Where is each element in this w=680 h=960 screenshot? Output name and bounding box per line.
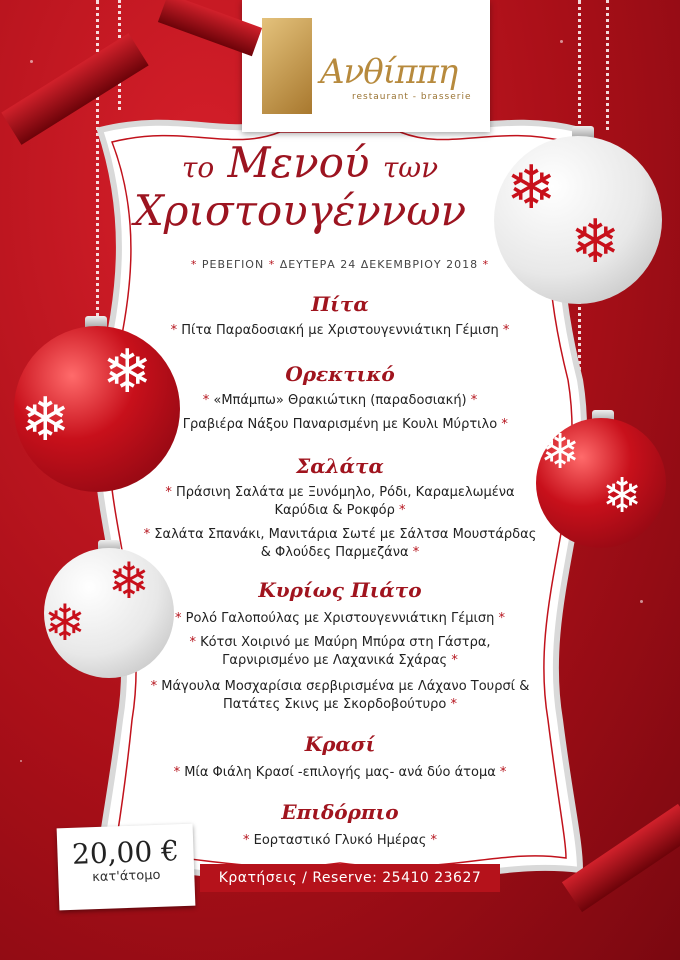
section-title-salad: Σαλάτα <box>296 454 384 478</box>
star-icon: * <box>470 393 478 408</box>
star-icon: * <box>173 765 181 780</box>
title-line-1 <box>100 138 520 187</box>
title-genitive: των <box>382 151 439 184</box>
sparkle <box>20 760 22 762</box>
star-icon: * <box>242 833 250 848</box>
menu-item-text: Μία Φιάλη Κρασί -επιλογής μας- ανά δύο άτομα <box>184 765 496 780</box>
price-box <box>57 824 196 911</box>
section-title-appetizer: Ορεκτικό <box>285 362 395 386</box>
star-icon: * <box>430 833 438 848</box>
menu-item-text: Καρύδια & Ροκφόρ <box>274 503 395 518</box>
section-title-main-course: Κυρίως Πιάτο <box>258 578 422 602</box>
event-line <box>110 258 570 271</box>
star-icon: * <box>451 653 458 668</box>
star-icon: * <box>482 258 490 271</box>
menu-item <box>0 678 680 714</box>
section-title-wine: Κρασί <box>304 732 376 756</box>
menu-item-text: Γραβιέρα Νάξου Παναρισμένη με Κουλι Μύρτιλο <box>182 417 498 432</box>
star-icon: * <box>499 765 507 780</box>
star-icon: * <box>412 545 420 560</box>
star-icon: * <box>202 393 210 408</box>
snowflake-icon: ❄ <box>540 424 581 480</box>
menu-item-text: Πράσινη Σαλάτα με Ξυνόμηλο, Ρόδι, Καραμελωμένα <box>176 485 515 500</box>
menu-item-text: Πίτα Παραδοσιακή με Χριστουγεννιάτικη Γέμιση <box>181 323 499 338</box>
logo-icon <box>262 18 312 114</box>
star-icon: * <box>501 417 508 432</box>
star-icon: * <box>450 697 458 712</box>
logo-name: Ανθίππη <box>320 52 458 92</box>
ornament-ball-white <box>44 548 174 678</box>
event-label: ΡΕΒΕΓΙΟΝ <box>201 258 265 271</box>
star-icon: * <box>189 635 196 650</box>
snowflake-icon: ❄ <box>506 153 557 223</box>
ornament-ball-white <box>494 136 662 304</box>
ornament-ball-red <box>536 418 666 548</box>
star-icon: * <box>502 323 510 338</box>
menu-item-text: & Φλούδες Παρμεζάνα <box>260 545 409 560</box>
title-line-2: Χριστουγέννων <box>133 186 467 235</box>
menu-item-text: Σαλάτα Σπανάκι, Μανιτάρια Σωτέ με Σάλτσα Μουστάρδας <box>154 527 537 542</box>
event-date: ΔΕΥΤΕΡΑ 24 ΔΕΚΕΜΒΡΙΟΥ 2018 <box>279 258 479 271</box>
snowflake-icon: ❄ <box>602 468 643 524</box>
snowflake-icon: ❄ <box>44 594 86 652</box>
star-icon: * <box>170 323 178 338</box>
snowflake-icon: ❄ <box>20 385 71 455</box>
price-amount: 20,00 € <box>71 834 180 871</box>
star-icon: * <box>143 527 151 542</box>
sparkle <box>560 40 563 43</box>
sparkle <box>30 60 33 63</box>
snowflake-icon: ❄ <box>570 207 621 277</box>
star-icon: * <box>498 611 506 626</box>
ornament-ball-red <box>14 326 180 492</box>
title-word-menu: Μενού <box>227 138 370 187</box>
menu-item <box>0 764 680 782</box>
menu-item-text: Κότσι Χοιρινό με Μαύρη Μπύρα στη Γάστρα, <box>200 635 491 650</box>
star-icon: * <box>165 485 172 500</box>
star-icon: * <box>399 503 406 518</box>
menu-item-text: Γαρνιρισμένο με Λαχανικά Σχάρας <box>222 653 448 668</box>
menu-item-text: Εορταστικό Γλυκό Ημέρας <box>253 833 427 848</box>
price-per-person: κατ'άτομο <box>91 867 161 886</box>
logo-subtitle: restaurant - brasserie <box>352 92 472 102</box>
reservation-banner: Κρατήσεις / Reserve: 25410 23627 <box>200 864 500 892</box>
menu-item-text: «Μπάμπω» Θρακιώτικη (παραδοσιακή) <box>213 393 467 408</box>
menu-item-text: Πατάτες Σκινς με Σκορδοβούτυρο <box>222 697 447 712</box>
snowflake-icon: ❄ <box>108 552 150 610</box>
menu-item-text: Μάγουλα Μοσχαρίσια σερβιρισμένα με Λάχανο Τουρσί & <box>161 679 530 694</box>
section-title-pita: Πίτα <box>311 292 369 316</box>
star-icon: * <box>268 258 276 271</box>
star-icon: * <box>150 679 158 694</box>
snowflake-icon: ❄ <box>102 337 153 407</box>
star-icon: * <box>174 611 182 626</box>
title-article: το <box>181 151 215 184</box>
menu-item-text: Ρολό Γαλοπούλας με Χριστουγεννιάτικη Γέμιση <box>185 611 495 626</box>
section-title-dessert: Επιδόρπιο <box>281 800 399 824</box>
logo-box <box>242 0 490 132</box>
star-icon: * <box>190 258 198 271</box>
